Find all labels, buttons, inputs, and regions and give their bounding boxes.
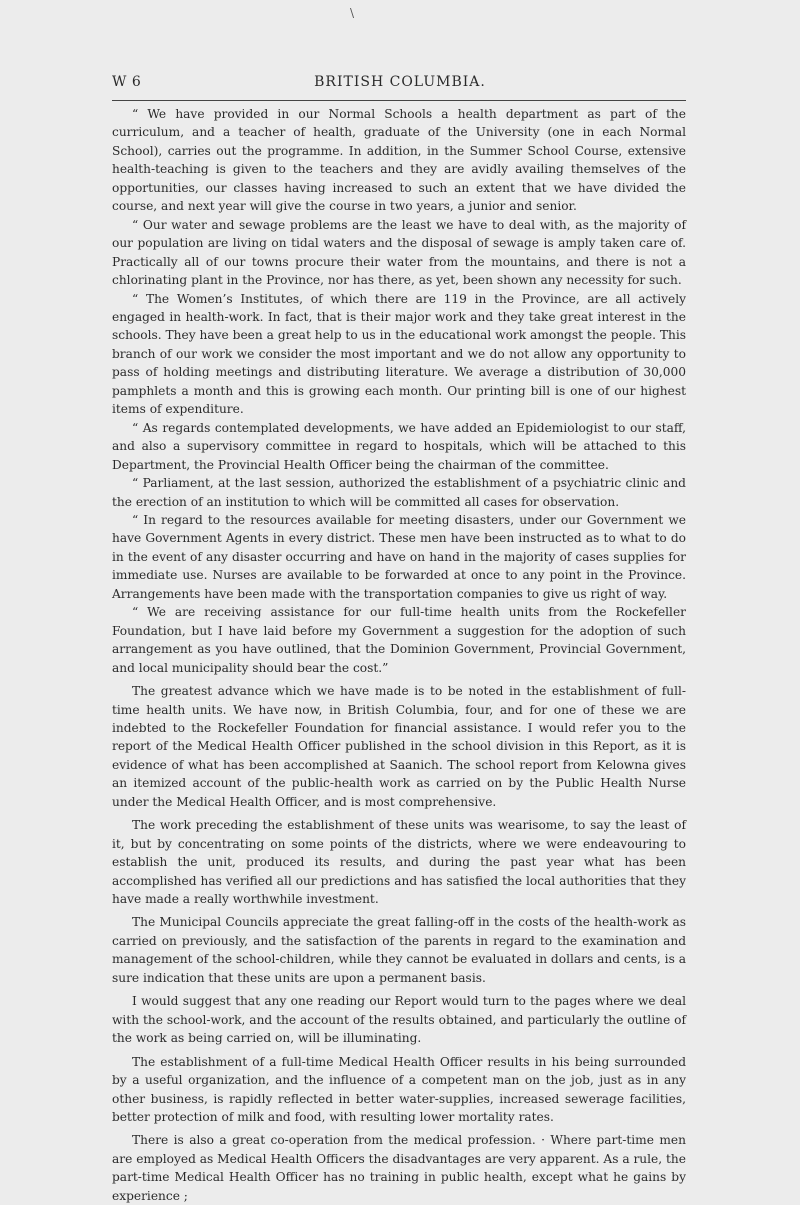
paragraph: There is also a great co-operation from the medical profession. · Where part-time men are employed as Medical Health Officers the disadvantages are very apparent. As a rule, the part-time Medical Health Officer has no training in public health, except what he gains by experience ;: [112, 1133, 686, 1203]
header-rule: [112, 100, 686, 101]
body-text: [112, 105, 686, 1205]
page-header: [112, 74, 688, 94]
paragraph: “ As regards contemplated developments, we have added an Epidemiologist to our staff, and also a supervisory committee in regard to hospitals, which will be attached to this Department, the Provincial Health Officer being the chairman of the committee.: [112, 420, 686, 472]
paragraph: I would suggest that any one reading our Report would turn to the pages where we deal with the school-work, and the account of the results obtained, and particularly the outline of the work as being carried on, will be illuminating.: [112, 994, 686, 1046]
paragraph: “ In regard to the resources available for meeting disasters, under our Government we have Government Agents in every district. These men have been instructed as to what to do in the event of any disaster occurring and have on hand in the majority of cases supplies for immediate use. Nurses are available to be forwarded at once to any point in the Province. Arrangements have been made with the transportation companies to give us right of way.: [112, 512, 686, 601]
paragraph: “ We have provided in our Normal Schools a health department as part of the curriculum, and a teacher of health, graduate of the University (one in each Normal School), carries out the programme. In addition, in the Summer School Course, extensive health-teaching is given to the teachers and they are avidly availing themselves of the opportunities, our classes having increased to such an extent that we have divided the course, and next year will give the course in two years, a junior and senior.: [112, 107, 686, 214]
paragraph: The greatest advance which we have made is to be noted in the establishment of full-time health units. We have now, in British Columbia, four, and for one of these we are indebted to the Rockefeller Foundation for financial assistance. I would refer you to the report of the Medical Health Officer published in the school division in this Report, as it is evidence of what has been accomplished at Saanich. The school report from Kelowna gives an itemized account of the public-health work as carried on by the Public Health Nurse under the Medical Health Officer, and is most comprehensive.: [112, 684, 686, 809]
paragraph: The Municipal Councils appreciate the great falling-off in the costs of the health-work as carried on previously, and the satisfaction of the parents in regard to the examination and management of the school-children, while they cannot be evaluated in dollars and cents, is a sure indication that these units are upon a permanent basis.: [112, 915, 686, 985]
page-number: W 6: [112, 74, 142, 90]
scan-mark: \: [350, 6, 355, 20]
paragraph: “ Parliament, at the last session, authorized the establishment of a psychiatric clinic and the erection of an institution to which will be committed all cases for observation.: [112, 476, 686, 509]
paragraph: The establishment of a full-time Medical Health Officer results in his being surrounded by a useful organization, and the influence of a competent man on the job, just as in any other business, is rapidly reflected in better water-supplies, increased sewerage facilities, better protection of milk and food, with resulting lower mortality rates.: [112, 1054, 686, 1125]
paragraph: “ The Women’s Institutes, of which there are 119 in the Province, are all actively engaged in health-work. In fact, that is their major work and they take great interest in the schools. They have been a great help to us in the educational work amongst the people. This branch of our work we consider the most important and we do not allow any opportunity to pass of holding meetings and distributing literature. We average a distribution of 30,000 pamphlets a month and this is growing each month. Our printing bill is one of our highest items of expenditure.: [112, 291, 686, 417]
paragraph: “ Our water and sewage problems are the least we have to deal with, as the majority of our population are living on tidal waters and the disposal of sewage is amply taken care of. Practically all of our towns procure their water from the mountains, and there is not a chlorinating plant in the Province, nor has there, as yet, been shown any necessity for such.: [112, 217, 686, 288]
paragraph: The work preceding the establishment of these units was wearisome, to say the least of it, but by concentrating on some points of the districts, where we were endeavouring to establish the unit, produced its results, and during the past year what has been accomplished has verified all our predictions and has satisfied the local authorities that they have made a really worthwhile investment.: [112, 818, 686, 907]
running-head: BRITISH COLUMBIA.: [314, 74, 486, 90]
paragraph: “ We are receiving assistance for our full-time health units from the Rockefeller Foundation, but I have laid before my Government a suggestion for the adoption of such arrangement as you have outlined, that the Dominion Government, Provincial Government, and local municipality should bear the cost.”: [112, 605, 686, 675]
